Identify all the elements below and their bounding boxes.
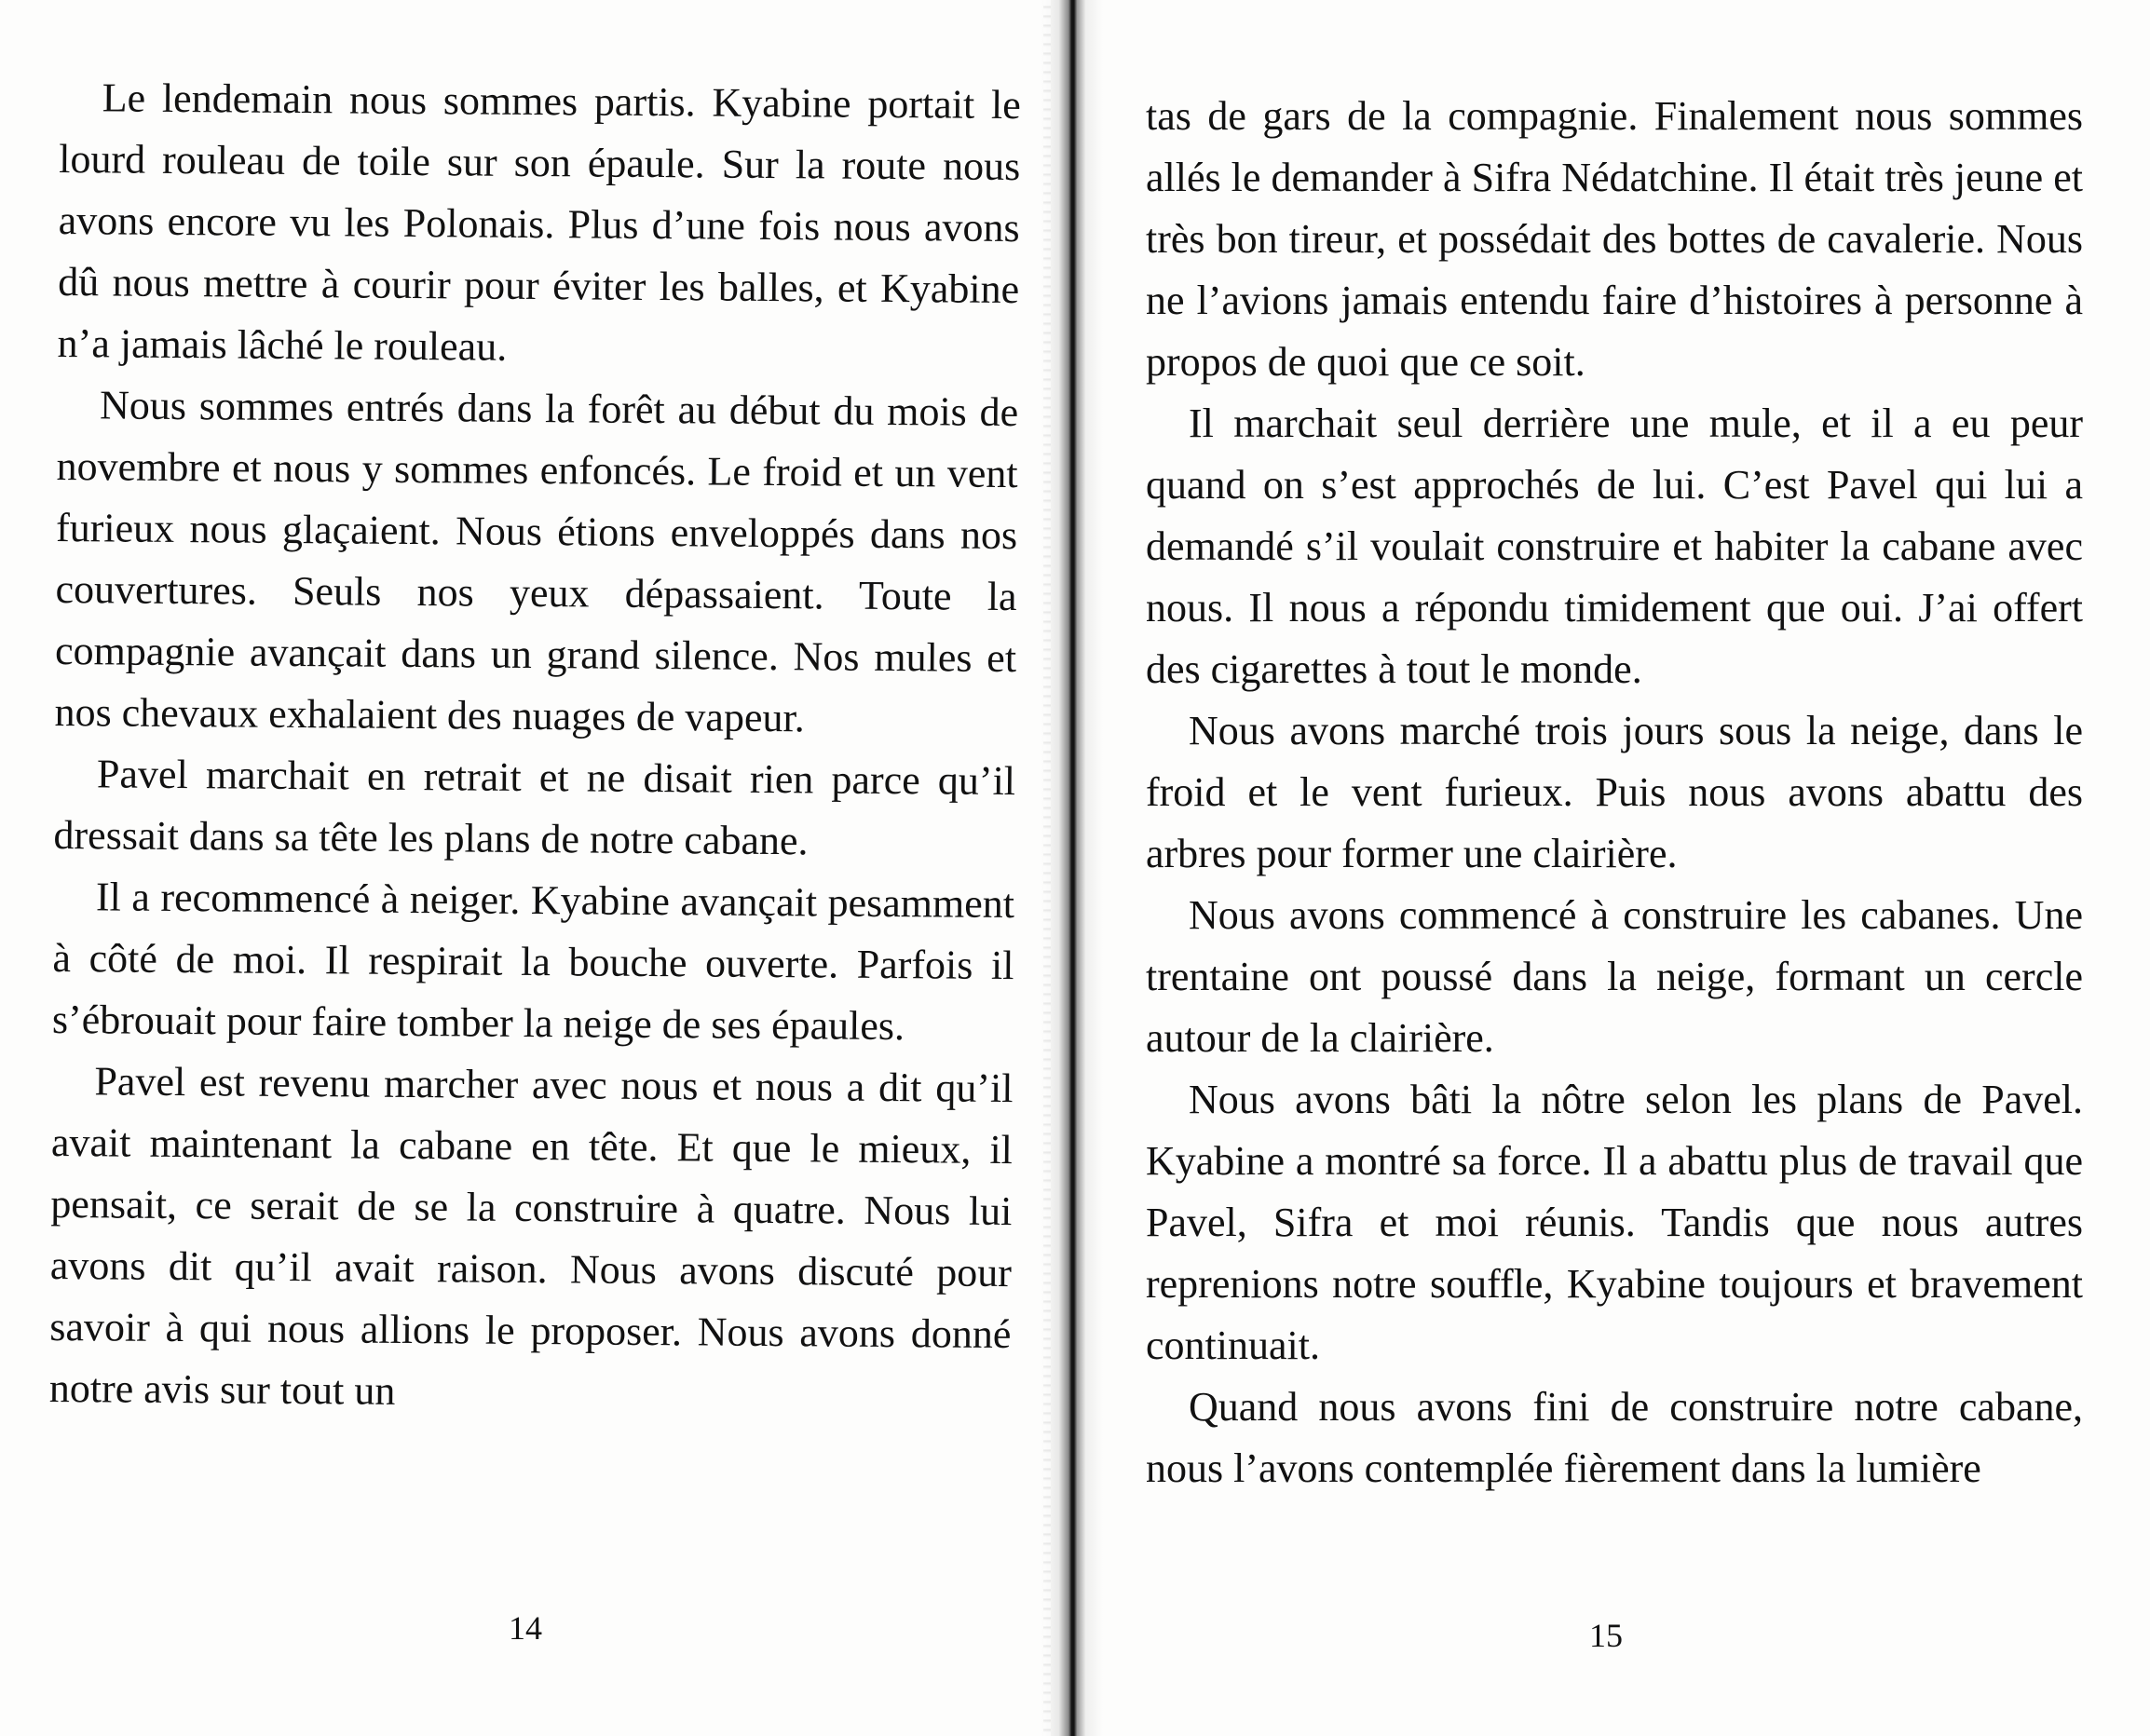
paragraph: Il a recommencé à neiger. Kyabine avançait pesamment à côté de moi. Il respirait la bouche ouverte. Parfois il s’ébrouait pour faire tomber la neige de ses épaules. xyxy=(51,874,1015,1050)
page-number: 15 xyxy=(1589,1617,1623,1654)
paragraph: Pavel marchait en retrait et ne disait rien parce qu’il dressait dans sa tête les plans de notre cabane. xyxy=(53,751,1016,864)
paragraph: Le lendemain nous sommes partis. Kyabine portait le lourd rouleau de toile sur son épaule. Sur la route nous avons encore vu les Polonais. Plus d’une fois nous avons dû nous mettre à courir pour éviter les balles, et Kyabine n’a jamais lâché le rouleau. xyxy=(57,75,1021,370)
paragraph: Pavel est revenu marcher avec nous et nous a dit qu’il avait maintenant la cabane en tête. Et que le mieux, il pensait, ce serait de se la construire à quatre. Nous lui avons dit qu’il avait raison. Nous avons discuté pour savoir à qui nous allions le proposer. Nous avons donné notre avis sur tout un xyxy=(48,1058,1014,1414)
paragraph: Nous sommes entrés dans la forêt au début du mois de novembre et nous y sommes enfoncés. Le froid et un vent furieux nous glaçaient. Nous étions enveloppés dans nos couvertures. Seuls nos yeux dépassaient. Toute la compagnie avançait dans un grand silence. Nos mules et nos chevaux exhalaient des nuages de vapeur. xyxy=(54,382,1019,741)
paragraph: Nous avons marché trois jours sous la neige, dans le froid et le vent furieux. Puis nous avons abattu des arbres pour former une clairière. xyxy=(1146,708,2083,876)
left-page-text xyxy=(49,67,1021,1427)
paragraph: Il marchait seul derrière une mule, et il a eu peur quand on s’est approchés de lui. C’est Pavel qui lui a demandé s’il voulait construire et habiter la cabane avec nous. Il nous a répondu timidement que oui. J’ai offert des cigarettes à tout le monde. xyxy=(1146,400,2083,692)
page-number: 14 xyxy=(509,1609,542,1647)
gutter-shadow xyxy=(1043,0,1051,1736)
right-page xyxy=(1099,0,2150,1736)
paragraph-continuation: tas de gars de la compagnie. Finalement nous sommes allés le demander à Sifra Nédatchine. Il était très jeune et très bon tireur, et possédait des bottes de cavalerie. Nous ne l’avions jamais entendu faire d’histoires à personne à propos de quoi que ce soit. xyxy=(1146,93,2083,385)
paragraph: Nous avons commencé à construire les cabanes. Une trentaine ont poussé dans la neige, formant un cercle autour de la clairière. xyxy=(1146,892,2083,1061)
paragraph: Nous avons bâti la nôtre selon les plans de Pavel. Kyabine a montré sa force. Il a abattu plus de travail que Pavel, Sifra et moi réunis. Tandis que nous autres reprenions notre souffle, Kyabine toujours et bravement continuait. xyxy=(1146,1077,2083,1368)
left-page xyxy=(0,0,1043,1736)
right-page-text xyxy=(1146,86,2083,1499)
paragraph: Quand nous avons fini de construire notre cabane, nous l’avons contemplée fièrement dans la lumière xyxy=(1146,1384,2083,1491)
